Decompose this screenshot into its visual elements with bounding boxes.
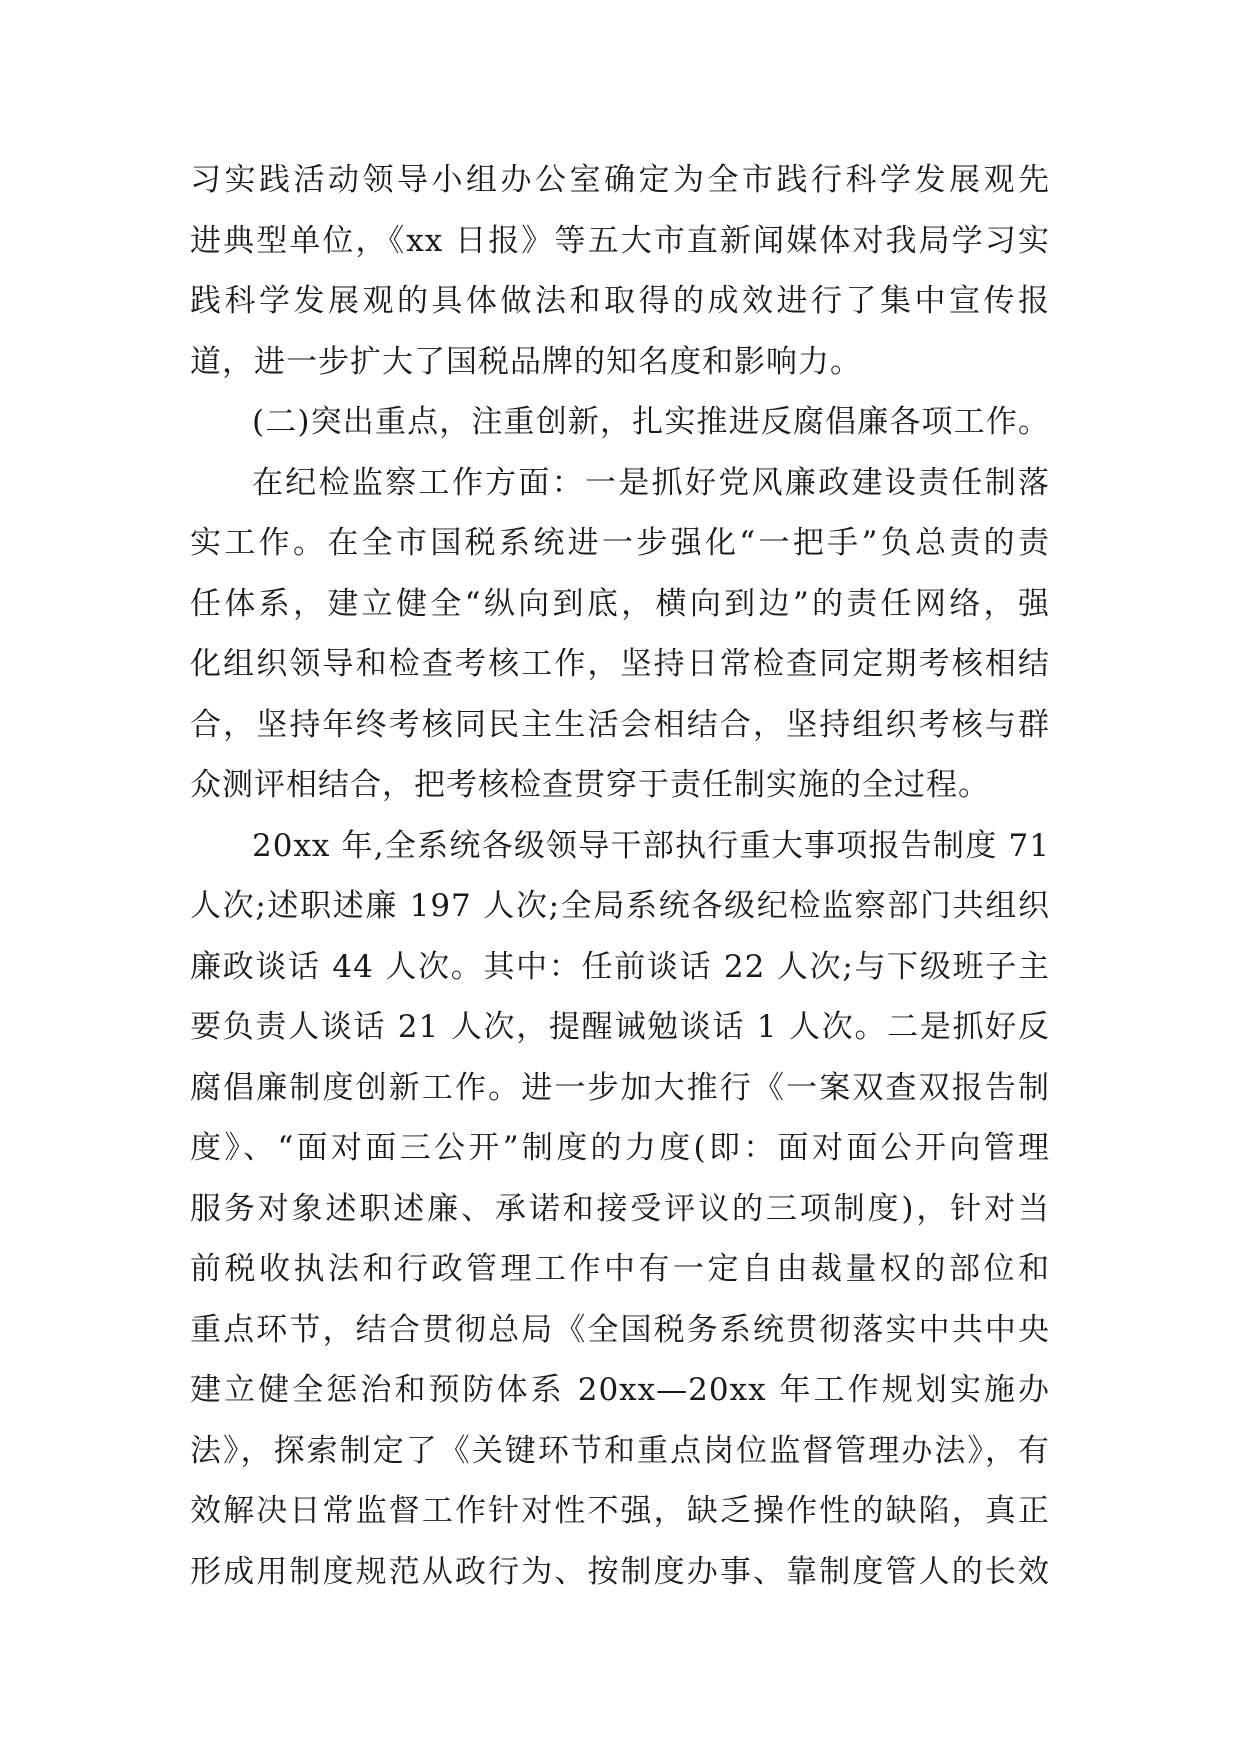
text-line: 度》、“面对面三公开”制度的力度(即：面对面公开向管理 bbox=[190, 1130, 1050, 1166]
text-line: 任体系，建立健全“纵向到底，横向到边”的责任网络，强 bbox=[190, 585, 1050, 622]
text-line: 道，进一步扩大了国税品牌的知名度和影响力。 bbox=[190, 343, 862, 380]
text-line: 众测评相结合，把考核检查贯穿于责任制实施的全过程。 bbox=[190, 767, 990, 803]
text-line: 建立健全惩治和预防体系 20xx—20xx 年工作规划实施办 bbox=[190, 1372, 1050, 1408]
text-line: 进典型单位，《xx 日报》等五大市直新闻媒体对我局学习实 bbox=[190, 222, 1050, 259]
text-line: 20xx 年,全系统各级领导干部执行重大事项报告制度 71 bbox=[252, 827, 1050, 864]
text-line: (二)突出重点，注重创新，扎实推进反腐倡廉各项工作。 bbox=[252, 404, 1050, 440]
text-line: 人次;述职述廉 197 人次;全局系统各级纪检监察部门共组织 bbox=[190, 888, 1050, 924]
text-line: 践科学发展观的具体做法和取得的成效进行了集中宣传报 bbox=[190, 283, 1050, 319]
text-line: 廉政谈话 44 人次。其中：任前谈话 22 人次;与下级班子主 bbox=[190, 948, 1050, 985]
text-line: 效解决日常监督工作针对性不强，缺乏操作性的缺陷，真正 bbox=[190, 1493, 1050, 1529]
text-line: 习实践活动领导小组办公室确定为全市践行科学发展观先 bbox=[190, 162, 1050, 198]
text-line: 法》，探索制定了《关键环节和重点岗位监督管理办法》，有 bbox=[190, 1432, 1050, 1469]
text-line: 合，坚持年终考核同民主生活会相结合，坚持组织考核与群 bbox=[190, 706, 1050, 743]
text-line: 服务对象述职述廉、承诺和接受评议的三项制度)，针对当 bbox=[190, 1190, 1050, 1227]
text-line: 在纪检监察工作方面：一是抓好党风廉政建设责任制落 bbox=[252, 464, 1050, 501]
text-line: 腐倡廉制度创新工作。进一步加大推行《一案双查双报告制 bbox=[190, 1069, 1050, 1106]
text-line: 化组织领导和检查考核工作，坚持日常检查同定期考核相结 bbox=[190, 646, 1050, 682]
text-line: 重点环节，结合贯彻总局《全国税务系统贯彻落实中共中央 bbox=[190, 1311, 1050, 1348]
text-line: 要负责人谈话 21 人次，提醒诫勉谈话 1 人次。二是抓好反 bbox=[190, 1009, 1050, 1045]
document-body bbox=[190, 150, 1050, 1602]
text-line: 实工作。在全市国税系统进一步强化“一把手”负总责的责 bbox=[190, 525, 1050, 561]
text-line: 前税收执法和行政管理工作中有一定自由裁量权的部位和 bbox=[190, 1251, 1050, 1287]
text-line: 形成用制度规范从政行为、按制度办事、靠制度管人的长效 bbox=[190, 1553, 1050, 1590]
